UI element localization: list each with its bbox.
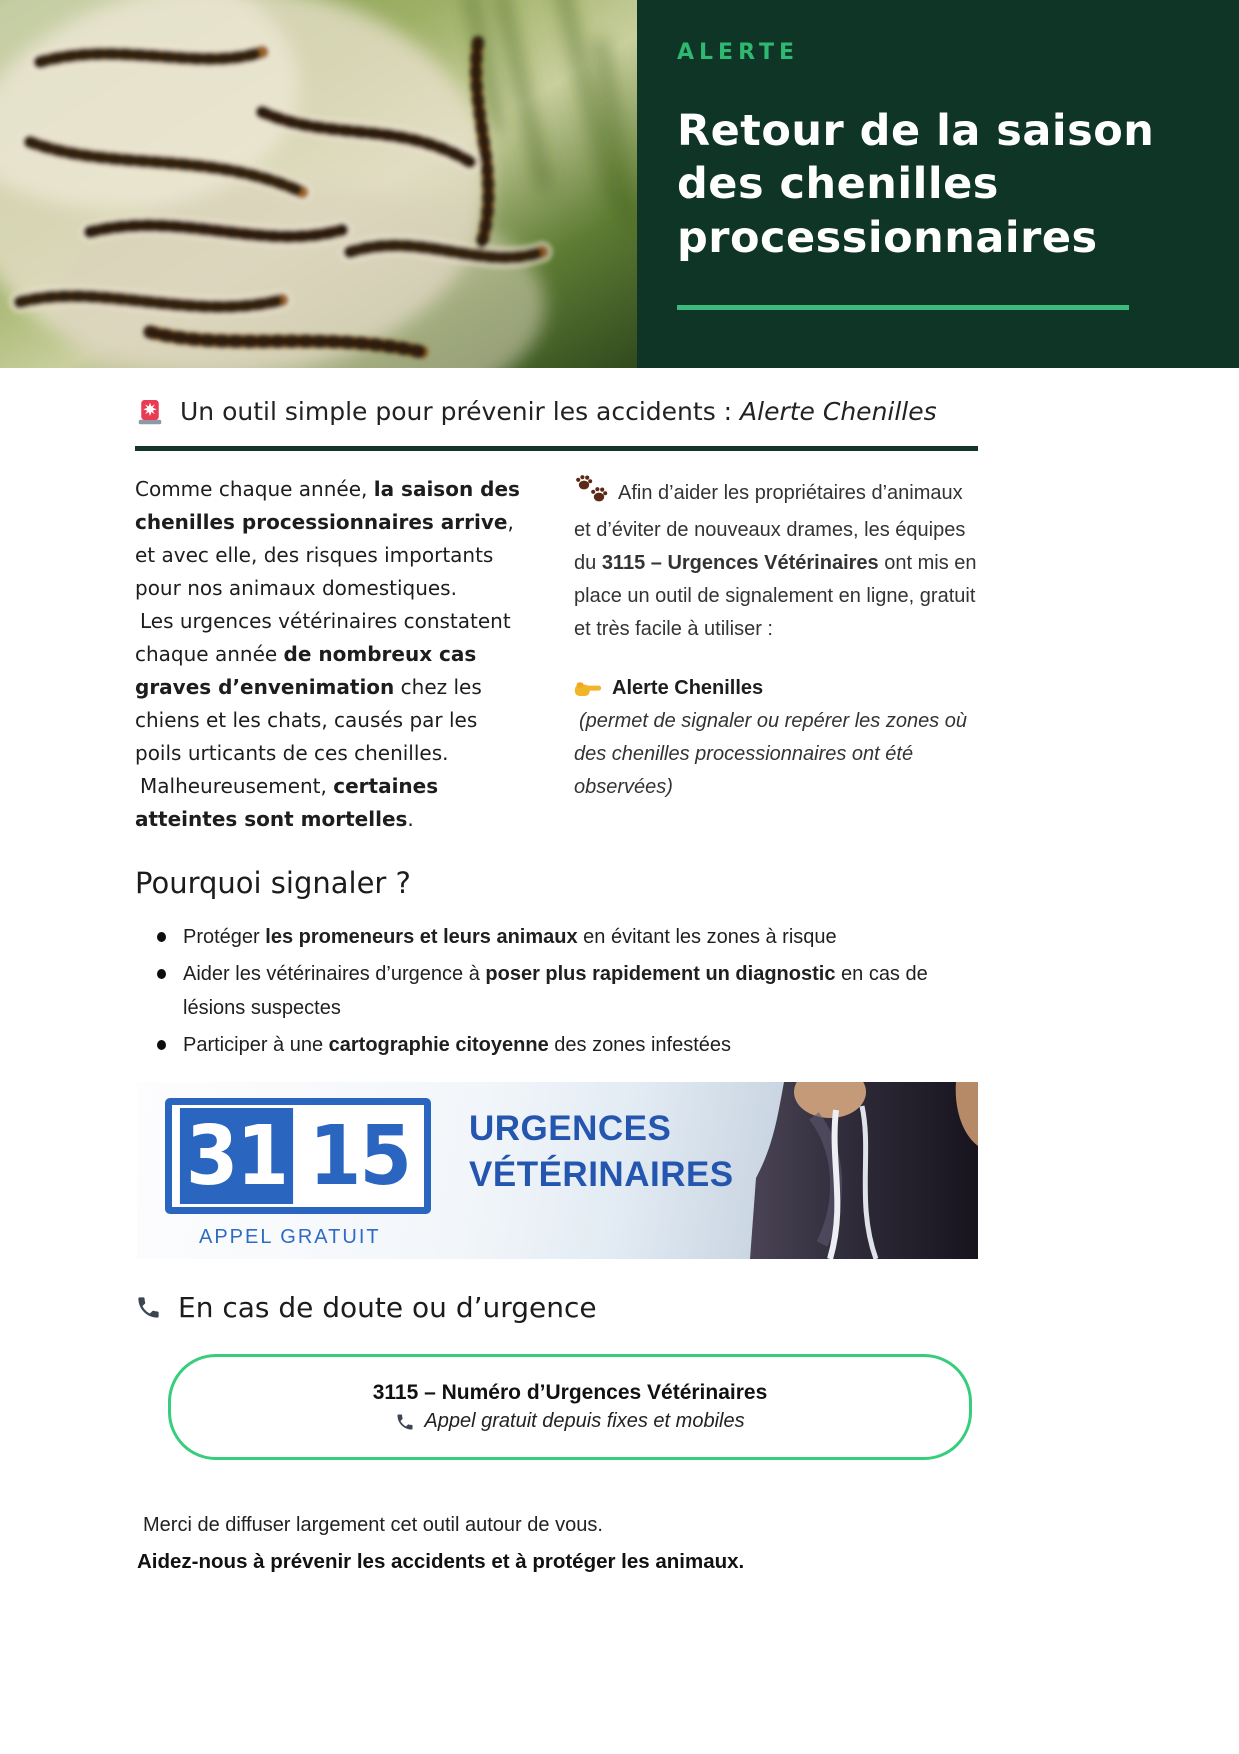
alert-tag: ALERTE (677, 40, 800, 65)
logo-3115 (165, 1098, 431, 1214)
free-call-note: Appel gratuit depuis fixes et mobiles (424, 1410, 745, 1432)
free-call-caption: APPEL GRATUIT (199, 1226, 381, 1248)
paragraph: Comme chaque année, la saison des chenilles processionnaires arrive, et avec elle, des risques importants pour nos animaux domestiques. (135, 477, 520, 600)
paragraph: Malheureusement, certaines atteintes sont mortelles. (135, 774, 439, 831)
why-signal-heading: Pourquoi signaler ? (135, 866, 411, 900)
tool-name: Alerte Chenilles (612, 677, 764, 699)
bullet-dot (157, 1040, 166, 1050)
logo-digits-31: 31 (180, 1108, 293, 1204)
intro-heading-emphasis: Alerte Chenilles (740, 396, 937, 426)
list-item: Protéger les promeneurs et leurs animaux en évitant les zones à risque (157, 920, 987, 954)
banner-title-line-2: VÉTÉRINAIRES (469, 1154, 734, 1194)
phone-icon (135, 1294, 162, 1321)
header-green-panel (637, 0, 1239, 368)
footer-help-text: Aidez-nous à prévenir les accidents et à protéger les animaux. (137, 1550, 745, 1573)
page-title-line-2: des chenilles (677, 159, 999, 210)
emergency-number-subtitle (395, 1410, 744, 1433)
emergency-heading (135, 1291, 1239, 1324)
page-title-line-1: Retour de la saison (677, 106, 1155, 156)
intro-heading-text: Un outil simple pour prévenir les accidents : Alerte Chenilles (180, 396, 937, 426)
intro-right-column (574, 473, 980, 836)
phone-icon (395, 1412, 415, 1432)
tool-note: (permet de signaler ou repérer les zones où des chenilles processionnaires ont été observées) (574, 710, 967, 798)
intro-left-column (135, 473, 530, 836)
intro-heading (135, 396, 980, 426)
siren-icon (135, 396, 165, 426)
section-divider (135, 446, 978, 451)
emergency-number-box (168, 1354, 972, 1460)
banner-photo (750, 1082, 978, 1259)
bullet-dot (157, 969, 166, 979)
emergency-number-title: 3115 – Numéro d’Urgences Vétérinaires (372, 1381, 768, 1404)
paragraph: Les urgences vétérinaires constatent chaque année de nombreux cas graves d’envenimation chez les chiens et les chats, causés par les poils urticants de ces chenilles. (135, 609, 511, 765)
caterpillar-photo (0, 0, 637, 368)
title-underline (677, 305, 1129, 310)
page-title-line-3: processionnaires (677, 212, 1098, 263)
pointing-right-icon (574, 678, 602, 700)
bullet-dot (157, 932, 166, 942)
banner-title-line-1: URGENCES (469, 1109, 672, 1148)
page-title (677, 105, 1211, 265)
paragraph: Afin d’aider les propriétaires d’animaux et d’éviter de nouveaux drames, les équipes du 3115 – Urgences Vétérinaires ont mis en place un outil de signalement en ligne, gratuit et très facile à utiliser : (574, 473, 980, 646)
why-signal-list (0, 920, 987, 1062)
banner-title (469, 1106, 734, 1197)
footer-share-text: Merci de diffuser largement cet outil autour de vous. (143, 1514, 603, 1536)
banner-3115 (137, 1082, 978, 1259)
header (0, 0, 1239, 368)
logo-digits-15: 15 (303, 1108, 416, 1204)
paw-prints-icon (574, 473, 608, 514)
intro-columns (135, 473, 980, 836)
list-item: Participer à une cartographie citoyenne des zones infestées (157, 1028, 987, 1062)
list-item: Aider les vétérinaires d’urgence à poser plus rapidement un diagnostic en cas de lésions suspectes (157, 957, 987, 1025)
footer (137, 1514, 982, 1574)
emergency-heading-text: En cas de doute ou d’urgence (178, 1291, 597, 1324)
tool-name-line (574, 672, 980, 705)
